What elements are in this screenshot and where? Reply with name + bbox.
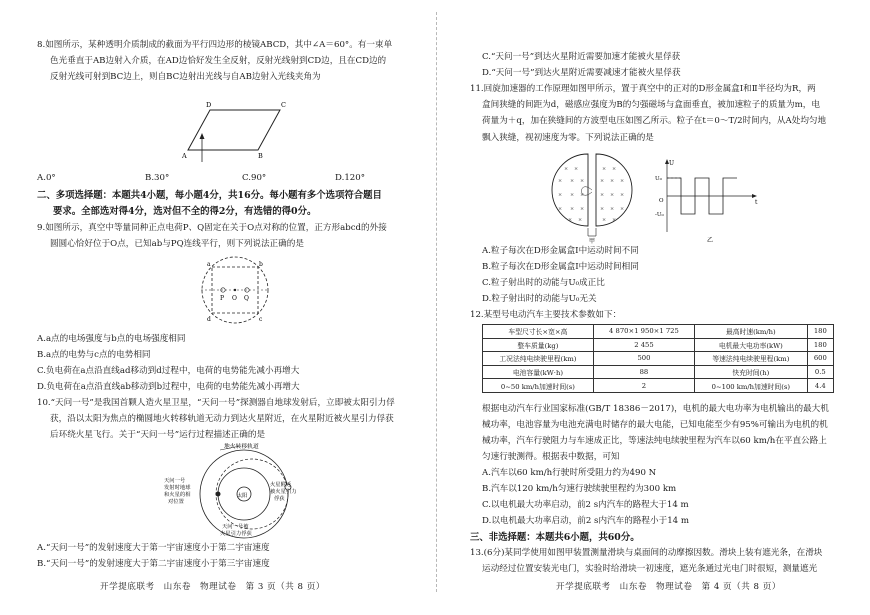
table-cell: 600	[807, 352, 833, 366]
table-cell: 整车质量(kg)	[483, 338, 594, 352]
page-divider	[436, 12, 437, 592]
svg-text:×: ×	[564, 166, 569, 172]
right-footer: 开学提底联考 山东卷 物理试卷 第 4 页（共 8 页）	[556, 582, 781, 592]
q12-intro: 12.某型号电动汽车主要技术参数如下：	[470, 310, 622, 320]
square-wave-figure	[655, 156, 765, 244]
svg-text:×: ×	[610, 192, 615, 198]
q13-line1: 13.(6分)某同学使用如图甲装置测量滑块与桌面间的动摩擦因数。滑块上装有遮光条，在滑块	[470, 548, 823, 558]
label-mars-2: 被火星引力	[270, 489, 297, 495]
table-cell: 2	[593, 379, 694, 393]
q11-line2: 盒间狭缝的间距为d，磁感应强度为B的匀强磁场与盒面垂直，被加速粒子的质量为m，电	[482, 100, 820, 110]
label-a: a	[207, 261, 211, 268]
table-row	[483, 365, 834, 379]
q11-option-b: B.粒子每次在D形金属盒Ⅰ中运动时间相同	[482, 262, 639, 272]
svg-text:×: ×	[580, 178, 585, 184]
table-cell: 88	[593, 365, 694, 379]
table-cell: 车型尺寸长×宽×高	[483, 325, 594, 339]
q11-option-c: C.粒子射出时的动能与U₀成正比	[482, 278, 605, 288]
svg-text:×: ×	[570, 206, 575, 212]
q11-line4: 飘入狭缝，视初速度为零。下列说法正确的是	[482, 133, 654, 143]
label-earth-1: 天问一号被	[222, 524, 249, 530]
svg-text:×: ×	[620, 206, 625, 212]
svg-text:×: ×	[578, 217, 583, 223]
q12-option-d: D.以电机最大功率启动，前2 s内汽车的路程小于14 m	[482, 516, 690, 526]
q8-line2: 色光垂直于AB边射入介质，在AD边恰好发生全反射，反射光线射到CD边，且在CD边的	[50, 56, 387, 66]
parallelogram-figure	[180, 100, 290, 162]
svg-text:×: ×	[600, 178, 605, 184]
label-b: b	[259, 261, 263, 268]
svg-text:×: ×	[600, 206, 605, 212]
q8-option-d: D.120°	[335, 173, 366, 183]
label-d: d	[207, 316, 211, 323]
svg-text:×: ×	[610, 206, 615, 212]
q9-line2: 圆圆心恰好位于O点，已知ab与PQ连线平行，则下列说法正确的是	[50, 239, 304, 249]
q10-line3: 后环绕火星飞行。关于“天问一号”运行过程描述正确的是	[50, 430, 266, 440]
cyclotron-figure	[548, 148, 638, 244]
label-a: A	[182, 152, 187, 160]
label-mars-1: 火星附近	[270, 482, 292, 488]
label-launch-4: 对位置	[168, 499, 184, 505]
q11-option-d: D.粒子射出时的动能与U₀无关	[482, 294, 597, 304]
q12-option-a: A.汽车以60 km/h行驶时所受阻力约为490 N	[482, 468, 657, 478]
table-cell: 4.4	[807, 379, 833, 393]
svg-text:×: ×	[610, 178, 615, 184]
table-cell: 0~50 km/h加速时间(s)	[483, 379, 594, 393]
q12-line2: 械功率，电池容量为电池充满电时储存的最大电能，已知电能至少有95%可输出为电机的机	[482, 420, 828, 430]
section2-line2: 要求。全部选对得4分，选对但不全的得2分，有选错的得0分。	[53, 206, 317, 217]
label-launch-1: 天问一号	[164, 478, 186, 484]
q12-line4: 匀速行驶测得。根据表中数据，可知	[482, 452, 620, 462]
label-t: t	[755, 199, 758, 206]
table-cell: 电池容量(kW·h)	[483, 365, 594, 379]
label-launch-3: 和火星的相	[164, 492, 191, 498]
label-neg-u0: -U₀	[655, 212, 664, 218]
label-d: D	[206, 101, 212, 109]
table-cell: 180	[807, 338, 833, 352]
table-cell: 工况法纯电续驶里程(km)	[483, 352, 594, 366]
q10-option-a: A.“天问一号”的发射速度大于第一宇宙速度小于第二宇宙速度	[37, 543, 270, 553]
charge-circle-figure	[185, 254, 285, 326]
table-row	[483, 352, 834, 366]
svg-text:×: ×	[620, 192, 625, 198]
spec-table	[482, 324, 834, 393]
svg-text:×: ×	[570, 178, 575, 184]
q8-line1: 8.如图所示，某种透明介质制成的截面为平行四边形的棱镜ABCD，其中∠A＝60°。有一束单	[37, 40, 393, 50]
label-transfer-orbit: 地火转移轨道	[224, 444, 259, 450]
svg-text:×: ×	[602, 217, 607, 223]
label-c: C	[281, 101, 286, 109]
label-p: P	[220, 295, 225, 302]
svg-text:×: ×	[580, 206, 585, 212]
q10-line2: 获，沿以太阳为焦点的椭圆地火转移轨道无动力到达火星附近，在火星附近被火星引力俘获	[50, 414, 394, 424]
q10-option-b: B.“天问一号”的发射速度大于第二宇宙速度小于第三宇宙速度	[37, 559, 270, 569]
section3-title: 三、非选择题：本题共6小题，共60分。	[470, 532, 640, 543]
q10-option-c: C.“天问一号”到达火星附近需要加速才能被火星俘获	[482, 52, 681, 62]
q9-option-b: B.a点的电势与c点的电势相同	[37, 350, 151, 360]
table-cell: 500	[593, 352, 694, 366]
label-u: U	[669, 160, 675, 167]
label-o: O	[232, 295, 237, 302]
label-origin: O	[659, 198, 664, 204]
q8-line3: 反射光线可射到BC边上，则自BC边射出光线与自AB边射入光线夹角为	[50, 72, 321, 82]
label-mars-3: 俘获	[274, 496, 285, 502]
label-earth-2: 火星引力俘获	[220, 531, 252, 537]
q9-line1: 9.如图所示，真空中等量同种正点电荷P、Q固定在关于O点对称的位置，正方形abcd的外接	[37, 223, 387, 233]
q12-option-c: C.以电机最大功率启动，前2 s内汽车的路程大于14 m	[482, 500, 689, 510]
svg-text:×: ×	[612, 217, 617, 223]
q10-line1: 10.“天问一号”是我国首颗人造火星卫星，“天问一号”探测器自地球发射后，立即被太阳引力俘	[37, 398, 395, 408]
q8-option-c: C.90°	[242, 173, 267, 183]
q8-option-a: A.0°	[37, 173, 56, 183]
table-cell: 0.5	[807, 365, 833, 379]
svg-text:×: ×	[558, 192, 563, 198]
table-row	[483, 325, 834, 339]
orbit-figure	[162, 442, 322, 546]
q10-option-d: D.“天问一号”到达火星附近需要减速才能被火星俘获	[482, 68, 681, 78]
label-u0: U₀	[655, 176, 662, 182]
svg-text:×: ×	[620, 178, 625, 184]
svg-text:×: ×	[580, 192, 585, 198]
label-sun: 太阳	[237, 493, 248, 499]
table-cell: 等速法纯电续驶里程(km)	[695, 352, 808, 366]
label-c: c	[259, 316, 263, 323]
svg-text:×: ×	[612, 166, 617, 172]
q9-option-d: D.负电荷在a点沿直线ab移动到b过程中，电荷的电势能先减小再增大	[37, 382, 300, 392]
right-page	[470, 0, 832, 615]
svg-text:×: ×	[600, 192, 605, 198]
svg-text:×: ×	[602, 166, 607, 172]
q12-option-b: B.汽车以120 km/h匀速行驶续驶里程约为300 km	[482, 484, 677, 494]
q11-line3: 荷量为＋q，加在狭缝间的方波型电压如图乙所示。粒子在t＝0～T/2时间内，从A处均匀地	[482, 116, 827, 126]
q11-option-a: A.粒子每次在D形金属盒Ⅰ中运动时间不同	[482, 246, 639, 256]
svg-text:×: ×	[558, 178, 563, 184]
table-cell: 180	[807, 325, 833, 339]
label-b: B	[258, 152, 263, 160]
label-jia: 甲	[589, 238, 596, 244]
left-page	[37, 0, 410, 615]
table-cell: 4 870×1 950×1 725	[593, 325, 694, 339]
label-launch-2: 发射时地球	[164, 485, 191, 491]
q11-line1: 11.回旋加速器的工作原理如图甲所示，置于真空中的正对的D形金属盒Ⅰ和Ⅱ半径均为R，两	[470, 84, 816, 94]
table-cell: 最高时速(km/h)	[695, 325, 808, 339]
q12-line1: 根据电动汽车行业国家标准(GB/T 18386－2017)，电机的最大电功率为电机输出的最大机	[482, 404, 829, 414]
label-q: Q	[244, 295, 249, 302]
table-cell: 快充时间(h)	[695, 365, 808, 379]
table-cell: 0~100 km/h加速时间(s)	[695, 379, 808, 393]
table-row	[483, 338, 834, 352]
svg-text:×: ×	[570, 192, 575, 198]
table-cell: 电机最大电功率(kW)	[695, 338, 808, 352]
label-yi: 乙	[707, 237, 714, 244]
q9-option-a: A.a点的电场强度与b点的电场强度相同	[37, 334, 186, 344]
table-cell: 2 455	[593, 338, 694, 352]
left-footer: 开学提底联考 山东卷 物理试卷 第 3 页（共 8 页）	[100, 582, 325, 592]
svg-text:×: ×	[558, 206, 563, 212]
table-row	[483, 379, 834, 393]
svg-text:×: ×	[574, 166, 579, 172]
q9-option-c: C.负电荷在a点沿直线ad移动到d过程中，电荷的电势能先减小再增大	[37, 366, 300, 376]
svg-text:×: ×	[568, 217, 573, 223]
section2-line1: 二、多项选择题：本题共4小题，每小题4分，共16分。每小题有多个选项符合题目	[37, 190, 382, 201]
q8-option-b: B.30°	[145, 173, 170, 183]
q12-line3: 械功率，汽车行驶阻力与车速成正比，等速法纯电续驶里程为汽车以60 km/h在平直公路上	[482, 436, 827, 446]
q13-line2: 运动经过位置安装光电门，实验时给滑块一初速度，遮光条通过光电门时很短，测量遮光	[482, 564, 818, 574]
